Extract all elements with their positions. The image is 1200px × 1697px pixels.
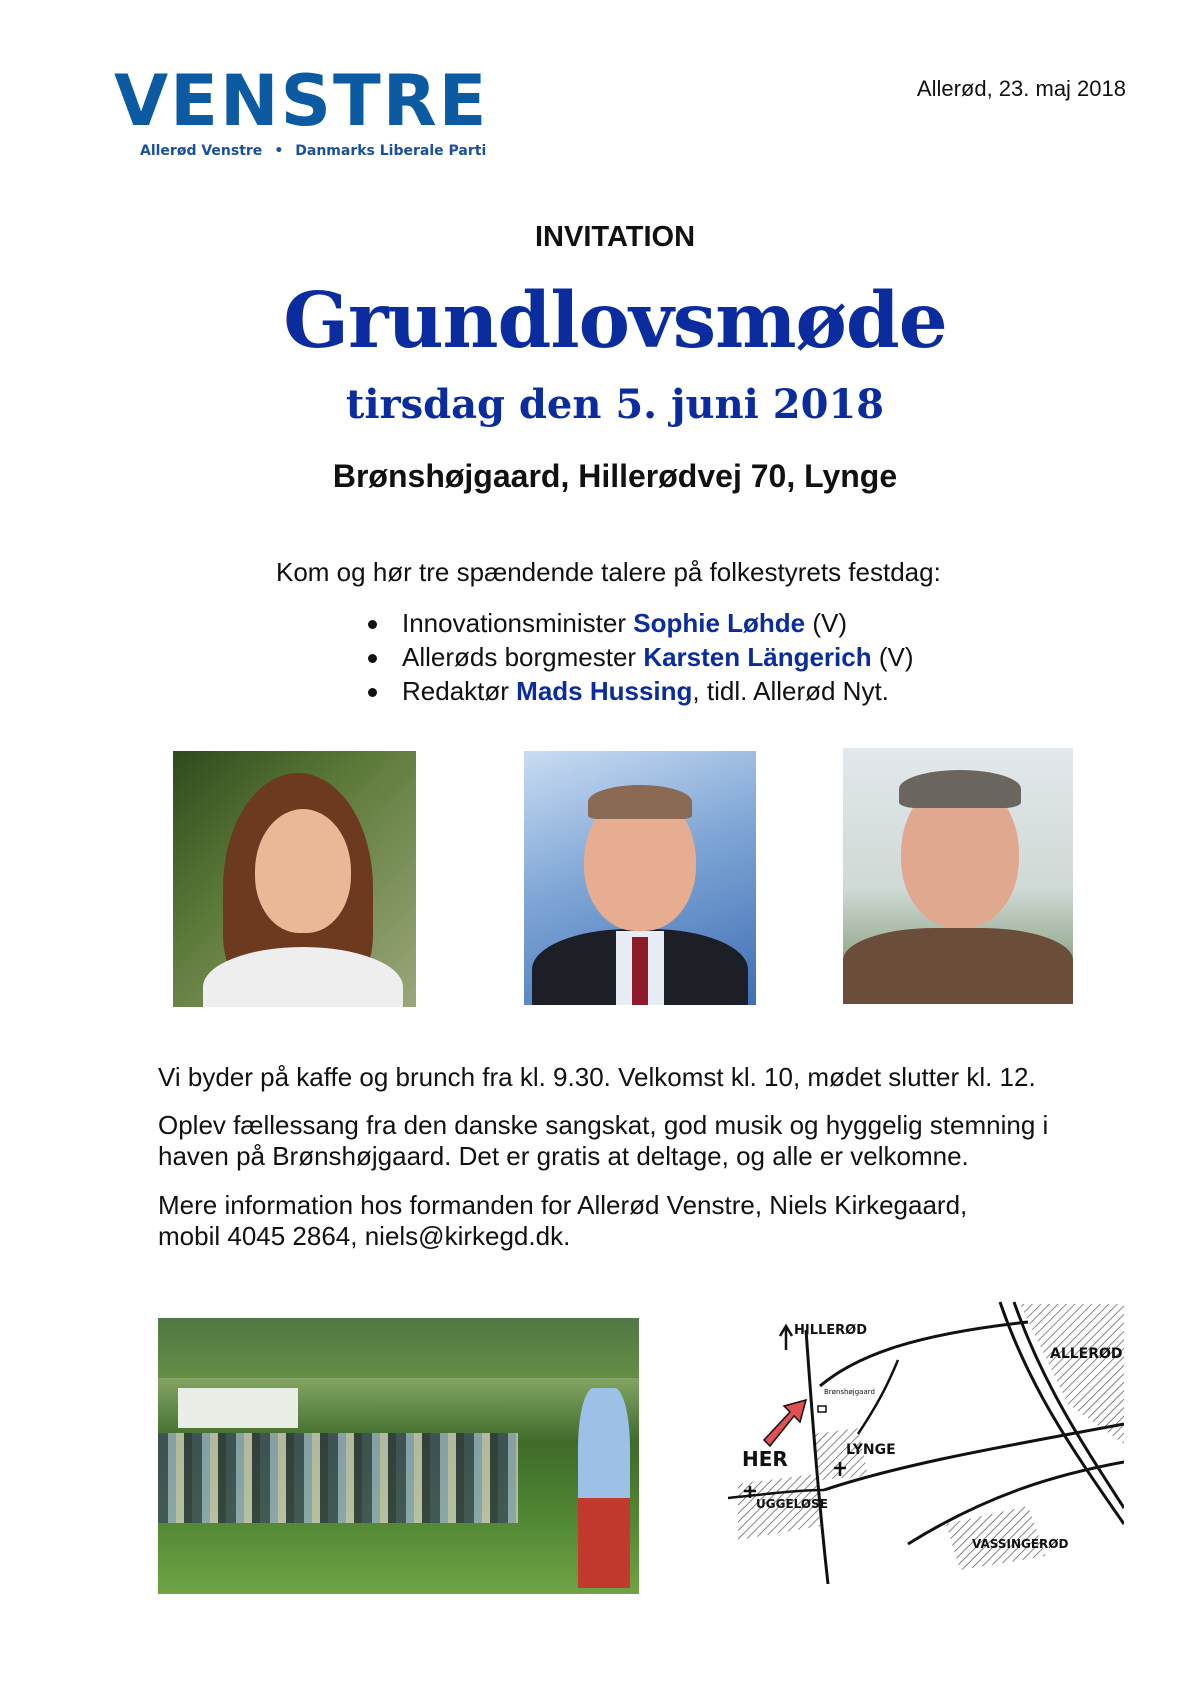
speaker-suffix: (V) xyxy=(805,608,848,638)
venstre-logo: VENSTRE xyxy=(114,60,489,142)
event-address: Brønshøjgaard, Hillerødvej 70, Lynge xyxy=(332,458,898,494)
speaker-name: Karsten Längerich xyxy=(643,642,872,672)
experience-line: Oplev fællessang fra den danske sangskat, god musik og hyggelig stemning i xyxy=(158,1110,1049,1140)
speaker-role: Allerøds borgmester xyxy=(402,642,644,672)
contact-line: Mere information hos formanden for Allerød Venstre, Niels Kirkegaard, xyxy=(158,1190,968,1220)
speaker-item xyxy=(368,674,914,708)
speaker-name: Mads Hussing xyxy=(516,676,693,706)
experience-paragraph xyxy=(158,1110,1108,1172)
speaker-name: Sophie Løhde xyxy=(633,608,806,638)
map-label-her: HER xyxy=(742,1447,788,1471)
brunch-paragraph xyxy=(158,1062,1108,1093)
map-label-vassingerod: VASSINGERØD xyxy=(972,1537,1069,1551)
event-date: tirsdag den 5. juni 2018 xyxy=(345,381,885,428)
map-label-lynge: LYNGE xyxy=(846,1442,896,1458)
map-label-uggelose: UGGELØSE xyxy=(756,1497,828,1511)
invitation-label: INVITATION xyxy=(534,221,696,253)
map-label-hillerod: HILLERØD xyxy=(794,1323,868,1338)
map-label-allerod: ALLERØD xyxy=(1050,1346,1123,1362)
farm-icon xyxy=(818,1406,826,1412)
speaker-list xyxy=(368,606,914,708)
speaker-role: Innovationsminister xyxy=(402,608,634,638)
contact-paragraph xyxy=(158,1190,1108,1252)
experience-line: haven på Brønshøjgaard. Det er gratis at deltage, og alle er velkomne. xyxy=(158,1141,969,1171)
map-drawing xyxy=(728,1294,1124,1584)
speakers-intro: Kom og hør tre spændende talere på folkestyrets festdag: xyxy=(276,557,941,587)
location-map xyxy=(728,1294,1124,1584)
speaker-suffix: (V) xyxy=(871,642,914,672)
logo-tagline-left: Allerød Venstre xyxy=(140,143,263,159)
speaker-item xyxy=(368,640,914,674)
speaker-photo-karsten-langerich xyxy=(524,751,756,1005)
brunch-text: Vi byder på kaffe og brunch fra kl. 9.30. Velkomst kl. 10, mødet slutter kl. 12. xyxy=(158,1062,1036,1092)
road-lynge xyxy=(858,1360,898,1434)
speaker-photo-mads-hussing xyxy=(843,748,1073,1004)
logo-tagline xyxy=(140,141,487,161)
map-label-bronshojgaard: Brønshøjgaard xyxy=(824,1388,875,1396)
speaker-item xyxy=(368,606,914,640)
letter-date: Allerød, 23. maj 2018 xyxy=(916,76,1126,101)
north-arrow-icon xyxy=(780,1326,792,1350)
logo-tagline-separator: • xyxy=(274,143,284,159)
speaker-suffix: , tidl. Allerød Nyt. xyxy=(692,676,889,706)
speaker-photo-sophie-lohde xyxy=(173,751,416,1007)
contact-line: mobil 4045 2864, niels@kirkegd.dk. xyxy=(158,1221,571,1251)
logo-tagline-right: Danmarks Liberale Parti xyxy=(295,143,487,159)
page-title: Grundlovsmøde xyxy=(283,276,947,366)
event-photo xyxy=(158,1318,639,1594)
speaker-role: Redaktør xyxy=(402,676,517,706)
here-arrow-icon xyxy=(764,1400,806,1446)
